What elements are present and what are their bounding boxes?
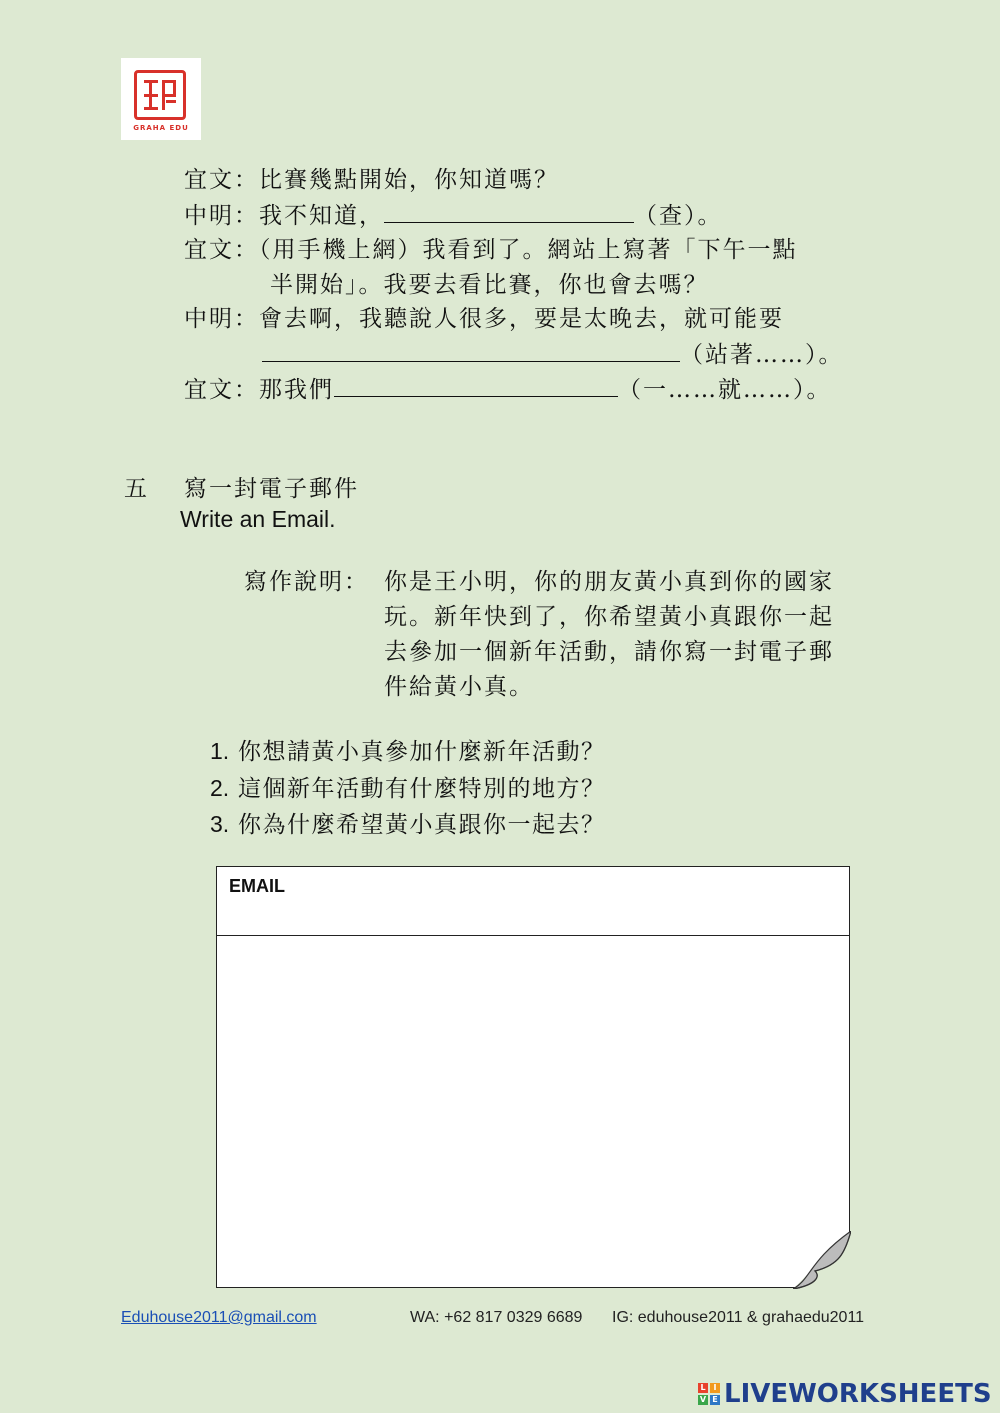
logo (121, 58, 201, 140)
dialogue-line (184, 163, 844, 198)
page-curl-icon (793, 1231, 851, 1289)
email-box (216, 866, 850, 1288)
dialogue-line (184, 198, 844, 234)
liveworksheets-watermark (698, 1378, 992, 1410)
watermark-text: LIVEWORKSHEETS (724, 1379, 992, 1409)
section-title-en: Write an Email. (180, 506, 336, 532)
speaker: 中明： (184, 306, 259, 332)
speaker: 宜文： (184, 167, 259, 193)
email-label: EMAIL (229, 876, 285, 896)
dialogue-line (184, 372, 844, 408)
speaker: 中明： (184, 202, 259, 229)
dialogue-text: （站著……）。 (680, 341, 844, 368)
question-text: 你為什麼希望黃小真跟你一起去？ (238, 812, 606, 838)
dialogue (184, 163, 844, 408)
instructions-body (384, 565, 874, 705)
dialogue-text: （一……就……）。 (618, 377, 832, 403)
dialogue-text: 會去啊，我聽說人很多，要是太晚去，就可能要 (259, 306, 784, 332)
instructions-line: 玩。新年快到了，你希望黃小真跟你一起 (384, 604, 834, 630)
logo-text: GRAHA EDU (133, 124, 189, 132)
instructions-line: 去參加一個新年活動，請你寫一封電子郵 (384, 639, 834, 665)
dialogue-text: 那我們 (259, 377, 334, 403)
footer-whatsapp: WA: +62 817 0329 6689 (410, 1309, 583, 1326)
email-body-area[interactable] (217, 937, 849, 1287)
question-number: 3. (210, 811, 230, 837)
dialogue-text: 比賽幾點開始，你知道嗎？ (259, 167, 559, 193)
question-text: 你想請黃小真參加什麼新年活動？ (238, 739, 606, 765)
liveworksheets-icon: L I V E (698, 1383, 720, 1405)
speaker: 宜文： (184, 377, 259, 403)
dialogue-line (184, 268, 844, 303)
dialogue-line (184, 302, 844, 337)
seal-logo-icon (134, 70, 186, 120)
question-number: 2. (210, 774, 230, 801)
section-number: 五 (124, 476, 147, 502)
instructions-line: 你是王小明，你的朋友黃小真到你的國家 (384, 569, 834, 595)
answer-blank[interactable] (334, 372, 618, 397)
footer-instagram: IG: eduhouse2011 & grahaedu2011 (612, 1309, 865, 1326)
answer-blank[interactable] (384, 198, 634, 223)
dialogue-text: 半開始」。我要去看比賽，你也會去嗎？ (270, 271, 709, 298)
dialogue-text: （查）。 (634, 202, 723, 229)
dialogue-text: （用手機上網）我看到了。網站上寫著「下午一點 (259, 237, 798, 263)
section-title: 寫一封電子郵件 (184, 476, 359, 502)
dialogue-line (184, 337, 844, 373)
question-item (210, 734, 606, 771)
speaker: 宜文： (184, 237, 259, 263)
instructions-label: 寫作說明： (244, 569, 369, 595)
instructions-line: 件給黃小真。 (384, 674, 534, 700)
question-number: 1. (210, 738, 230, 764)
dialogue-line (184, 233, 844, 268)
footer-email-link[interactable]: Eduhouse2011@gmail.com (121, 1309, 317, 1326)
answer-blank[interactable] (262, 337, 680, 362)
question-item (210, 807, 606, 844)
question-text: 這個新年活動有什麼特別的地方？ (238, 775, 606, 802)
email-header[interactable] (217, 867, 849, 936)
question-list (210, 734, 606, 844)
question-item (210, 771, 606, 808)
dialogue-text: 我不知道， (259, 202, 384, 229)
